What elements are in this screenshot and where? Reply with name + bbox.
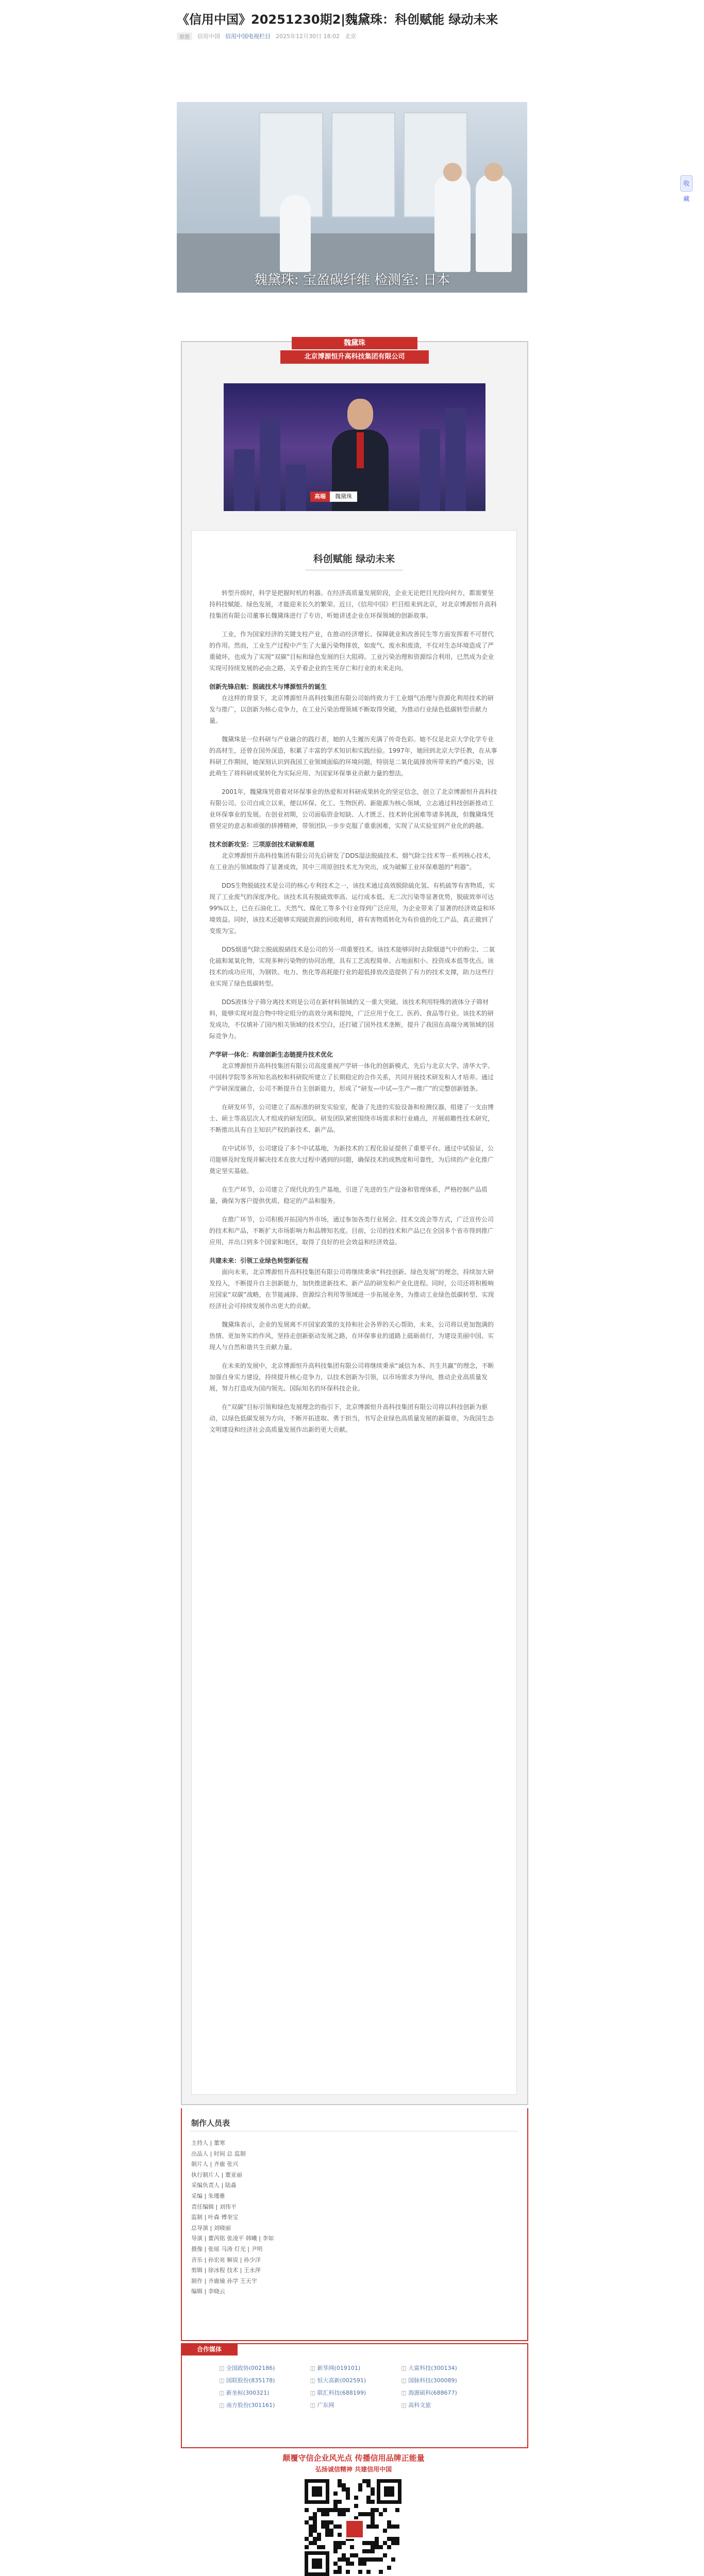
qr-module bbox=[371, 2512, 375, 2516]
paragraph-gap bbox=[209, 1094, 499, 1101]
qr-module bbox=[383, 2508, 387, 2512]
body-paragraph: 在这样的背景下，北京博源恒升高科技集团有限公司始终致力于工业烟气治理与资源化利用技术的研发与推广，以创新为核心竞争力，在工业污染治理领域不断取得突破，为推动行业绿色低碳转型贡献力量。 bbox=[209, 694, 494, 724]
partners-tab: 合作媒体 bbox=[181, 2343, 238, 2355]
credit-line: 编辑 | 李晓云 bbox=[191, 2288, 225, 2295]
partner-link[interactable]: ◫ 恒大高新(002591) bbox=[310, 2376, 396, 2384]
partner-link[interactable]: ◫ 大富科技(300134) bbox=[401, 2364, 487, 2372]
qr-module bbox=[395, 2524, 399, 2529]
hero-lab-image bbox=[177, 102, 527, 293]
qr-module bbox=[358, 2512, 362, 2516]
lower-third-name: 魏黛珠 bbox=[330, 492, 357, 502]
qr-module bbox=[375, 2545, 379, 2549]
credit-line: 采编 | 朱瑾雅 bbox=[191, 2192, 225, 2199]
qr-module bbox=[313, 2512, 317, 2516]
qr-module bbox=[371, 2516, 375, 2520]
interview-card bbox=[181, 341, 528, 2105]
qr-module bbox=[317, 2533, 321, 2537]
qr-module bbox=[305, 2520, 309, 2524]
credits-list bbox=[191, 2138, 519, 2297]
qr-module bbox=[346, 2487, 350, 2492]
body-paragraph: DDS烟道气除尘脱硫脱硝技术是公司的另一项重要技术。该技术能够同时去除烟道气中的粉尘、二氧化硫和氮氧化物，实现多种污染物的协同治理，具有工艺流程简单、占地面积小、投资成本低等优点。该技术的成功应用，为钢铁、电力、焦化等高耗能行业的超低排放改造提供了有力的技术支撑，助力这些行业实现了绿色低碳转型。 bbox=[209, 946, 495, 987]
qr-module bbox=[329, 2508, 333, 2512]
qr-module bbox=[342, 2483, 346, 2487]
qr-module bbox=[333, 2549, 338, 2553]
qr-module bbox=[342, 2557, 346, 2562]
qr-module bbox=[350, 2562, 354, 2566]
qr-module bbox=[333, 2524, 338, 2529]
body-paragraph: 在“双碳”目标引领和绿色发展理念的指引下，北京博源恒升高科技集团有限公司将以科技创新为驱动，以绿色低碳发展为方向，不断开拓进取、勇于担当，书写企业绿色高质量发展的新篇章，为我国生态文明建设和经济社会高质量发展作出新的更大贡献。 bbox=[209, 1403, 494, 1433]
qr-module bbox=[366, 2483, 371, 2487]
qr-module bbox=[325, 2520, 329, 2524]
qr-module bbox=[325, 2529, 329, 2533]
lab-worker-head bbox=[484, 163, 503, 181]
paragraph-gap bbox=[209, 1353, 499, 1360]
city-building bbox=[420, 429, 440, 511]
section-heading: 创新先锋启航：脱硫技术与博源恒升的诞生 bbox=[209, 683, 327, 690]
qr-module bbox=[366, 2549, 371, 2553]
paragraph-gap bbox=[209, 1042, 499, 1049]
body-paragraph: 北京博源恒升高科技集团有限公司先后研发了DDS湿法脱硫技术、烟气除尘技术等一系列核心技术，在工业治污领域取得了显著成效，其中三项原创技术尤为突出，成为破解工业环保难题的“利器”。 bbox=[209, 852, 495, 871]
name-banner: 魏黛珠 bbox=[292, 337, 417, 349]
qr-module bbox=[371, 2508, 375, 2512]
qr-module bbox=[383, 2541, 387, 2545]
qr-module bbox=[321, 2508, 325, 2512]
qr-module bbox=[309, 2516, 313, 2520]
qr-module bbox=[329, 2520, 333, 2524]
qr-module bbox=[383, 2553, 387, 2557]
qr-module bbox=[342, 2541, 346, 2545]
qr-module bbox=[366, 2496, 371, 2500]
qr-module bbox=[333, 2508, 338, 2512]
qr-module bbox=[313, 2524, 317, 2529]
qr-module bbox=[391, 2524, 395, 2529]
paragraph-gap bbox=[209, 674, 499, 681]
qr-module bbox=[371, 2487, 375, 2492]
qr-module bbox=[309, 2541, 313, 2545]
qr-module bbox=[325, 2533, 329, 2537]
body-paragraph: 在中试环节，公司建设了多个中试基地，为新技术的工程化验证提供了重要平台。通过中试验证，公司能够及时发现并解决技术在放大过程中遇到的问题，确保技术的成熟度和可靠性，为后续的产业化推广奠定坚实基础。 bbox=[209, 1145, 494, 1175]
qr-module bbox=[346, 2562, 350, 2566]
qr-module bbox=[371, 2492, 375, 2496]
partner-link[interactable]: ◫ 新华网(019101) bbox=[310, 2364, 396, 2372]
slogan-line-1: 颠覆守信企业风光点 传播信用品牌正能量 bbox=[282, 2453, 425, 2463]
credit-line: 总导演 | 刘晓丽 bbox=[191, 2224, 231, 2231]
partner-link[interactable]: ◫ 高科文旅 bbox=[401, 2401, 487, 2409]
credits-title: 制作人员表 bbox=[191, 2119, 230, 2128]
qr-module bbox=[338, 2557, 342, 2562]
qr-module bbox=[333, 2504, 338, 2508]
org-banner: 北京博源恒升高科技集团有限公司 bbox=[280, 350, 429, 364]
paragraph-gap bbox=[209, 937, 499, 944]
qr-module bbox=[371, 2520, 375, 2524]
paragraph-gap bbox=[209, 1177, 499, 1184]
qr-module bbox=[342, 2487, 346, 2492]
interviewee-tie bbox=[357, 432, 364, 468]
lab-worker bbox=[280, 195, 311, 272]
qr-module bbox=[375, 2541, 379, 2545]
body-paragraphs bbox=[209, 587, 499, 1435]
qr-module bbox=[309, 2524, 313, 2529]
qr-module bbox=[391, 2537, 395, 2541]
partner-link[interactable]: ◫ 国脉科技(300089) bbox=[401, 2376, 487, 2384]
body-paragraph: 在研发环节，公司建立了高标准的研发实验室，配备了先进的实验设备和检测仪器，组建了一支由博士、硕士等高层次人才组成的研发团队。研发团队紧密围绕市场需求和行业痛点，开展前瞻性技术研究，不断推出具有自主知识产权的新技术、新产品。 bbox=[209, 1104, 494, 1133]
qr-module bbox=[338, 2512, 342, 2516]
qr-module bbox=[387, 2566, 391, 2570]
qr-module bbox=[321, 2520, 325, 2524]
qr-finder-core bbox=[312, 2486, 322, 2497]
qr-module bbox=[354, 2553, 358, 2557]
qr-module bbox=[333, 2541, 338, 2545]
credit-line: 剪辑 | 徐冰程 技术 | 王永萍 bbox=[191, 2267, 261, 2274]
body-paragraph: 面向未来，北京博源恒升高科技集团有限公司将继续秉承“科技创新、绿色发展”的理念，持续加大研发投入，不断提升自主创新能力，加快推进新技术、新产品的研发和产业化进程。同时，公司还将积极响应国家“双碳”战略，在节能减排、资源综合利用等领域进一步拓展业务，为推动工业绿色低碳转型、实现经济社会可持续发展作出更大的贡献。 bbox=[209, 1268, 494, 1310]
paragraph-gap bbox=[209, 1248, 499, 1255]
qr-module bbox=[317, 2545, 321, 2549]
qr-module bbox=[350, 2553, 354, 2557]
qr-module bbox=[387, 2520, 391, 2524]
qr-module bbox=[354, 2496, 358, 2500]
lower-third-tag bbox=[310, 492, 357, 502]
section-heading: 产学研一体化：构建创新生态链提升技术优化 bbox=[209, 1051, 333, 1058]
article-body-panel bbox=[191, 530, 517, 2095]
paragraph-gap bbox=[209, 779, 499, 786]
qr-module bbox=[371, 2549, 375, 2553]
qr-module bbox=[329, 2529, 333, 2533]
qr-module bbox=[350, 2545, 354, 2549]
qr-module bbox=[362, 2541, 366, 2545]
body-paragraph: 北京博源恒升高科技集团有限公司高度重视产学研一体化的创新模式，先后与北京大学、清华大学、中国科学院等多所知名高校和科研院所建立了长期稳定的合作关系，共同开展技术研发和人才培养。通过产学研深度融合，公司不断提升自主创新能力，形成了“研发—中试—生产—推广”的完整创新链条。 bbox=[209, 1062, 494, 1092]
qr-logo bbox=[345, 2519, 364, 2539]
qr-module bbox=[371, 2557, 375, 2562]
qr-module bbox=[333, 2562, 338, 2566]
side-tool-button[interactable]: 收藏 bbox=[680, 175, 693, 192]
qr-module bbox=[338, 2570, 342, 2574]
body-paragraph: 在未来的发展中，北京博源恒升高科技集团有限公司将继续秉承“诚信为本、共生共赢”的理念，不断加强自身实力建设，持续提升核心竞争力，以技术创新为引领，以市场需求为导向，推动企业高质量发展，努力打造成为国内领先、国际知名的环保科技企业。 bbox=[209, 1362, 494, 1392]
section-heading: 技术创新攻坚：三项原创技术破解难题 bbox=[209, 841, 315, 848]
qr-module bbox=[366, 2500, 371, 2504]
qr-module bbox=[358, 2483, 362, 2487]
qr-module bbox=[333, 2570, 338, 2574]
qr-module bbox=[379, 2557, 383, 2562]
body-paragraph: DDS生物脱硫技术是公司的核心专利技术之一，该技术通过高效脱除硫化氢、有机硫等有害物质，实现了工业废气的深度净化。该技术具有脱硫效率高、运行成本低、无二次污染等显著优势，脱硫效率可达99%以上，已在石油化工、天然气、煤化工等多个行业得到广泛应用，为企业带来了显著的经济效益和环境效益。同时，该技术还能够实现硫资源的回收利用，将有害物质转化为有价值的化工产品，真正做到了变废为宝。 bbox=[209, 882, 495, 935]
qr-module bbox=[333, 2545, 338, 2549]
partner-link[interactable]: ◫ 南方股份(301161) bbox=[219, 2401, 305, 2409]
qr-code bbox=[305, 2479, 401, 2576]
qr-module bbox=[329, 2533, 333, 2537]
partner-link[interactable]: ◫ 全国政协(002186) bbox=[219, 2364, 305, 2372]
body-paragraph: 魏黛珠是一位科研与产业融合的践行者，她的人生履历充满了传奇色彩。她不仅是北京大学化学专业的高材生，还曾在国外深造，积累了丰富的学术知识和实践经验。1997年，她回到北京大学任教，在从事科研工作期间，她深刻认识到我国工业领域面临的环境问题，特别是二氧化硫排放所带来的严重污染，因此萌生了将科研成果转化为实际应用、为国家环保事业贡献力量的想法。 bbox=[209, 736, 497, 777]
qr-module bbox=[371, 2500, 375, 2504]
qr-module bbox=[358, 2570, 362, 2574]
qr-module bbox=[387, 2537, 391, 2541]
qr-module bbox=[375, 2537, 379, 2541]
qr-module bbox=[387, 2524, 391, 2529]
credit-line: 制片人 | 齐鹿 张兴 bbox=[191, 2161, 239, 2168]
qr-module bbox=[366, 2524, 371, 2529]
qr-module bbox=[313, 2529, 317, 2533]
qr-finder-core bbox=[384, 2486, 394, 2497]
paragraph-gap bbox=[209, 832, 499, 839]
credit-line: 采编负责人 | 陆淼 bbox=[191, 2182, 237, 2189]
paragraph-gap bbox=[209, 873, 499, 880]
hero-caption: 魏黛珠: 宝盈碳纤维 检测室: 日本 bbox=[254, 273, 450, 288]
qr-module bbox=[387, 2545, 391, 2549]
qr-module bbox=[338, 2541, 342, 2545]
lab-cabinet bbox=[331, 112, 395, 217]
credit-line: 摄像 | 张瑶 马涛 灯光 | 尹明 bbox=[191, 2245, 263, 2252]
meta-datetime: 2025年12月30日 18:02 bbox=[276, 33, 340, 40]
section-heading: 共建未来：引领工业绿色转型新征程 bbox=[209, 1257, 309, 1264]
qr-module bbox=[325, 2512, 329, 2516]
qr-module bbox=[358, 2487, 362, 2492]
body-paragraph: 工业，作为国家经济的关键支柱产业，在推动经济增长、保障就业和改善民生等方面发挥着不可替代的作用。然而，工业生产过程中产生了大量污染物排放，如废气、废水和废渣，不仅对生态环境造成了严重破坏，也成为了实现“双碳”目标和绿色发展的巨大阻碍。工业污染治理和资源综合利用，已然成为企业实现可持续发展的必由之路，关乎着企业的生死存亡和行业的未来走向。 bbox=[209, 631, 494, 672]
qr-module bbox=[321, 2545, 325, 2549]
interview-image bbox=[224, 383, 485, 511]
interviewee-head bbox=[347, 399, 373, 430]
partner-link[interactable]: ◫ 海源硕科(688677) bbox=[401, 2388, 487, 2397]
paragraph-gap bbox=[209, 1312, 499, 1319]
qr-module bbox=[309, 2529, 313, 2533]
lower-third-red: 高端 bbox=[310, 492, 330, 502]
qr-module bbox=[317, 2508, 321, 2512]
qr-module bbox=[342, 2508, 346, 2512]
qr-module bbox=[371, 2524, 375, 2529]
partner-link[interactable]: ◫ 联汇科技(688199) bbox=[310, 2388, 396, 2397]
qr-module bbox=[375, 2524, 379, 2529]
qr-module bbox=[333, 2492, 338, 2496]
city-building bbox=[234, 449, 255, 511]
credit-line: 音乐 | 孙宏亮 解说 | 孙少洋 bbox=[191, 2256, 261, 2263]
meta-location: 北京 bbox=[345, 33, 357, 40]
qr-module bbox=[338, 2483, 342, 2487]
credit-line: 出品人 | 时间 总 监制 bbox=[191, 2150, 246, 2157]
qr-module bbox=[321, 2524, 325, 2529]
qr-module bbox=[325, 2524, 329, 2529]
qr-module bbox=[313, 2537, 317, 2541]
body-paragraph: 2001年，魏黛珠凭借着对环保事业的热爱和对科研成果转化的坚定信念，创立了北京博源恒升高科技有限公司。公司自成立以来，便以环保、化工、生物医药、新能源为核心领域，立志通过科技创新推动工业环保事业的发展。在创业初期，公司面临资金短缺、人才匮乏、技术转化困难等诸多挑战，但魏黛珠凭借坚定的意志和顽强的拼搏精神，带领团队一步步克服了重重困难，实现了从实验室到产业化的跨越。 bbox=[209, 788, 497, 829]
qr-module bbox=[395, 2537, 399, 2541]
meta-source: 信用中国 bbox=[197, 33, 220, 40]
slogan-line-2: 弘扬诚信精神 共建信用中国 bbox=[315, 2466, 392, 2473]
paragraph-gap bbox=[209, 1207, 499, 1214]
paragraph-gap bbox=[209, 1394, 499, 1401]
city-building bbox=[260, 418, 280, 511]
city-building bbox=[286, 465, 306, 511]
qr-module bbox=[346, 2508, 350, 2512]
qr-module bbox=[391, 2557, 395, 2562]
qr-module bbox=[342, 2553, 346, 2557]
qr-module bbox=[338, 2508, 342, 2512]
body-paragraph: 魏黛珠表示，企业的发展离不开国家政策的支持和社会各界的关心帮助，未来，公司将以更加饱满的热情、更加务实的作风，坚持走创新驱动发展之路，在环保事业的道路上砥砺前行，为建设美丽中国、实现人与自然和谐共生贡献力量。 bbox=[209, 1321, 494, 1351]
qr-module bbox=[379, 2545, 383, 2549]
qr-module bbox=[383, 2529, 387, 2533]
credit-line: 导演 | 董芮铭 张凌平 韩曦 | 李如 bbox=[191, 2235, 274, 2242]
partners-section bbox=[181, 2343, 528, 2448]
qr-module bbox=[338, 2566, 342, 2570]
partner-link[interactable]: ◫ 广东网 bbox=[310, 2401, 396, 2409]
qr-module bbox=[379, 2570, 383, 2574]
article-title: 《信用中国》20251230期2|魏黛珠：科创赋能 绿动未来 bbox=[177, 12, 498, 27]
qr-module bbox=[366, 2570, 371, 2574]
qr-module bbox=[362, 2549, 366, 2553]
credit-line: 执行制片人 | 董亚丽 bbox=[191, 2171, 242, 2178]
qr-finder-core bbox=[312, 2558, 322, 2569]
qr-module bbox=[338, 2533, 342, 2537]
qr-module bbox=[317, 2537, 321, 2541]
qr-module bbox=[379, 2512, 383, 2516]
qr-module bbox=[321, 2512, 325, 2516]
body-paragraph: 转型升级时，科学是把握时机的利器。在经济高质量发展阶段，企业无论把目光投向何方，都需要坚持科技赋能、绿色发展，才能迎来长久的繁荣。近日，《信用中国》栏目组来到北京，对北京博源恒升高科技集团有限公司董事长魏黛珠进行了专访，听她讲述企业在环保领域的创新故事。 bbox=[209, 589, 497, 619]
qr-module bbox=[362, 2512, 366, 2516]
qr-module bbox=[346, 2492, 350, 2496]
lab-worker-head bbox=[443, 163, 462, 181]
qr-module bbox=[362, 2479, 366, 2483]
partner-link[interactable]: ◫ 新坐标(300321) bbox=[219, 2388, 305, 2397]
qr-module bbox=[338, 2545, 342, 2549]
body-title: 科创赋能 绿动未来 bbox=[313, 553, 395, 565]
qr-module bbox=[338, 2524, 342, 2529]
qr-module bbox=[313, 2541, 317, 2545]
qr-module bbox=[354, 2504, 358, 2508]
qr-module bbox=[305, 2508, 309, 2512]
paragraph-gap bbox=[209, 621, 499, 629]
qr-module bbox=[371, 2545, 375, 2549]
qr-module bbox=[362, 2562, 366, 2566]
qr-module bbox=[309, 2533, 313, 2537]
city-building bbox=[445, 408, 466, 511]
lab-worker bbox=[434, 174, 471, 272]
qr-module bbox=[346, 2557, 350, 2562]
qr-module bbox=[366, 2541, 371, 2545]
credits-section bbox=[181, 2108, 528, 2341]
paragraph-gap bbox=[209, 726, 499, 734]
qr-module bbox=[391, 2541, 395, 2545]
qr-module bbox=[346, 2570, 350, 2574]
original-tag: 原创 bbox=[177, 32, 192, 40]
qr-module bbox=[338, 2500, 342, 2504]
qr-module bbox=[313, 2516, 317, 2520]
qr-module bbox=[395, 2541, 399, 2545]
qr-module bbox=[366, 2479, 371, 2483]
qr-module bbox=[358, 2557, 362, 2562]
body-paragraph: 在推广环节，公司积极开拓国内外市场，通过参加各类行业展会、技术交流会等方式，广泛宣传公司的技术和产品，不断扩大市场影响力和品牌知名度。目前，公司的技术和产品已在全国多个省市得到推广应用，并出口到多个国家和地区，取得了良好的社会效益和经济效益。 bbox=[209, 1216, 494, 1246]
qr-module bbox=[362, 2557, 366, 2562]
article-meta bbox=[177, 32, 356, 40]
qr-module bbox=[305, 2537, 309, 2541]
qr-module bbox=[313, 2520, 317, 2524]
paragraph-gap bbox=[209, 989, 499, 996]
qr-module bbox=[375, 2557, 379, 2562]
qr-module bbox=[346, 2496, 350, 2500]
qr-module bbox=[366, 2512, 371, 2516]
qr-module bbox=[366, 2557, 371, 2562]
qr-module bbox=[358, 2562, 362, 2566]
credit-line: 责任编辑 | 刘伟平 bbox=[191, 2203, 237, 2210]
partners-grid bbox=[219, 2364, 487, 2409]
body-paragraph: 在生产环节，公司建立了现代化的生产基地，引进了先进的生产设备和管理体系，严格控制产品质量，确保为客户提供优质、稳定的产品和服务。 bbox=[209, 1186, 488, 1205]
qr-module bbox=[325, 2508, 329, 2512]
qr-module bbox=[338, 2479, 342, 2483]
paragraph-gap bbox=[209, 1136, 499, 1143]
body-paragraph: DDS液体分子筛分离技术则是公司在新材料领域的又一重大突破。该技术利用特殊的液体分子筛材料，能够实现对混合物中特定组分的高效分离和提纯，广泛应用于化工、医药、食品等行业。该技术的研发成功，不仅填补了国内相关领域的技术空白，还打破了国外技术垄断，提升了我国在高端分离领域的国际竞争力。 bbox=[209, 998, 494, 1040]
meta-author-link[interactable]: 信用中国电视栏目 bbox=[225, 33, 271, 40]
credit-line: 监制 | 叶森 傅奎宝 bbox=[191, 2214, 239, 2221]
qr-module bbox=[333, 2500, 338, 2504]
qr-module bbox=[371, 2541, 375, 2545]
qr-module bbox=[305, 2545, 309, 2549]
credit-line: 主持人 | 董寒 bbox=[191, 2140, 225, 2146]
partner-link[interactable]: ◫ 国联股份(835178) bbox=[219, 2376, 305, 2384]
qr-module bbox=[375, 2508, 379, 2512]
qr-module bbox=[395, 2508, 399, 2512]
qr-module bbox=[342, 2512, 346, 2516]
credit-line: 制作 | 齐鹿瑜 孙学 王天宇 bbox=[191, 2277, 257, 2284]
lab-worker bbox=[476, 174, 512, 272]
